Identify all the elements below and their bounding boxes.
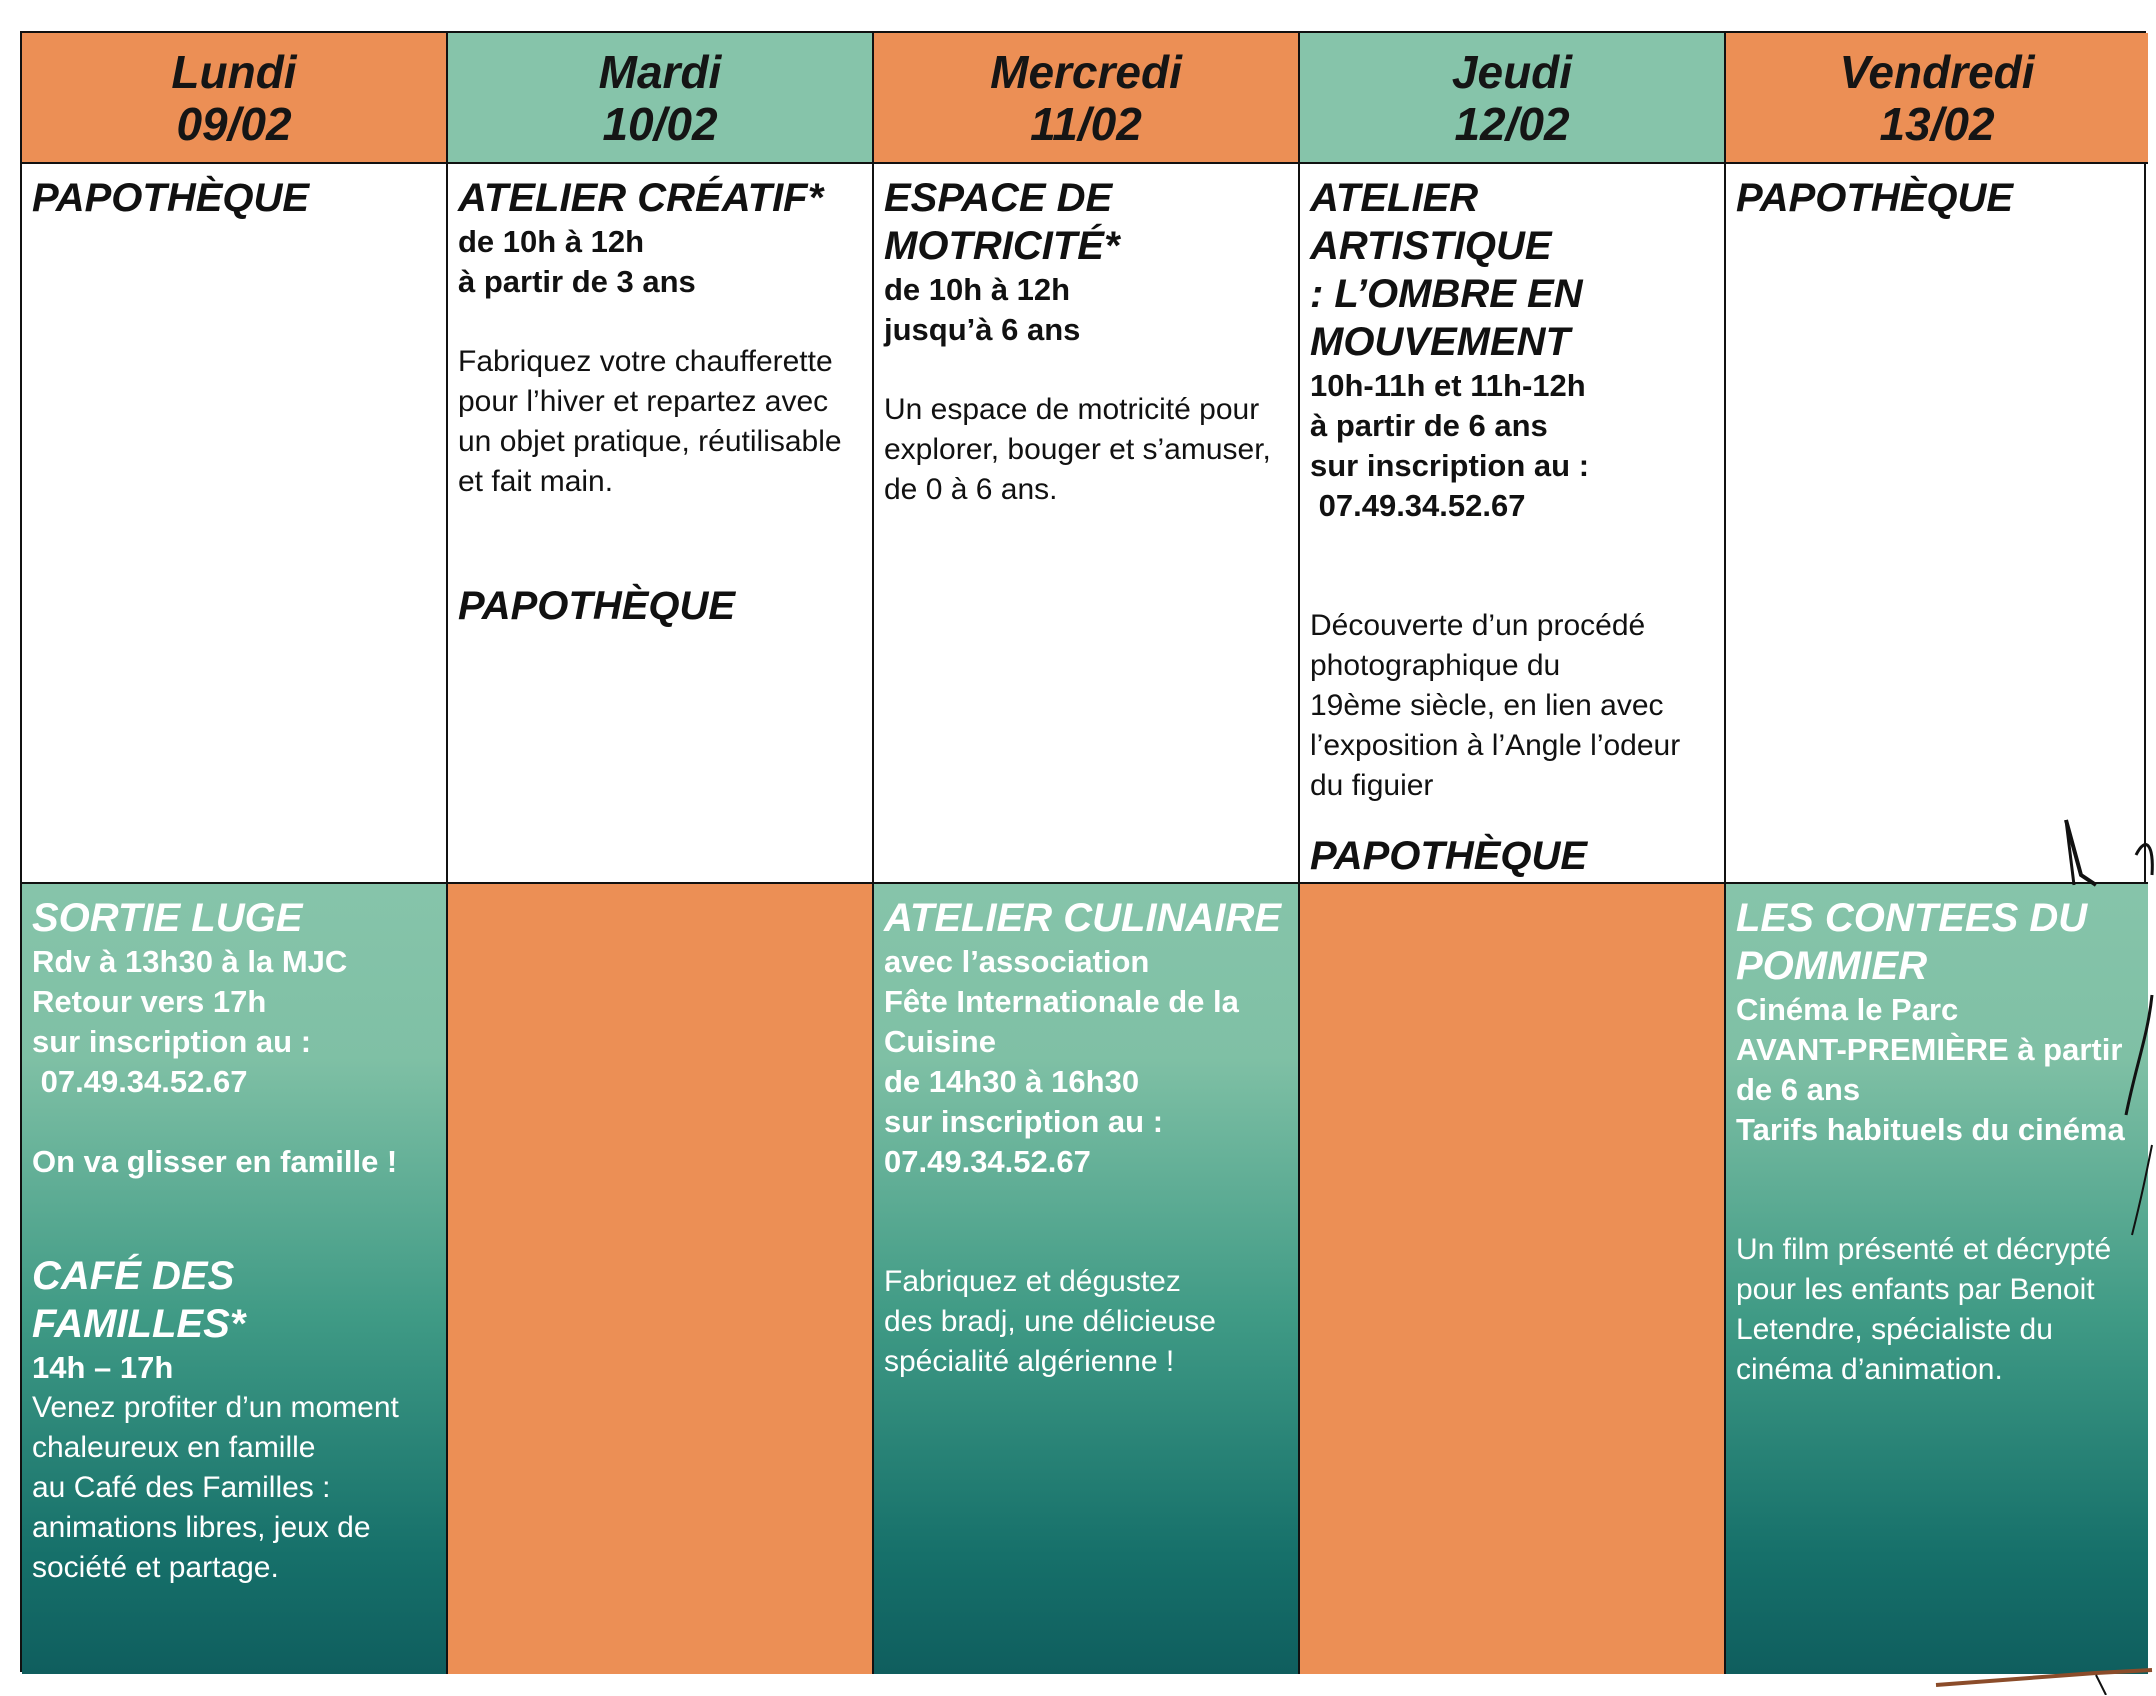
day-date: 12/02 (1454, 97, 1570, 150)
event-title: PAPOTHÈQUE (1736, 176, 2014, 220)
day-name: Jeudi (1451, 45, 1573, 98)
event-line: avec l’association (884, 944, 1150, 979)
event-desc-line: animations libres, jeux de (32, 1511, 371, 1544)
event-desc-line: pour les enfants par Benoit (1736, 1273, 2095, 1306)
event-line: sur inscription au : (884, 1104, 1164, 1139)
header-lundi (22, 33, 448, 164)
event-desc-line: et fait main. (458, 465, 614, 498)
event-title: MOUVEMENT (1310, 320, 1570, 364)
event-line: Cinéma le Parc (1736, 992, 1959, 1027)
event-time: 10h-11h et 11h-12h (1310, 368, 1586, 403)
event-desc-line: 19ème siècle, en lien avec (1310, 689, 1664, 722)
event-desc-line: société et partage. (32, 1551, 279, 1584)
event-title: ESPACE DE (884, 176, 1113, 220)
event-line: Retour vers 17h (32, 984, 267, 1019)
event-title: POMMIER (1736, 944, 1928, 988)
event-desc-line: de 0 à 6 ans. (884, 473, 1058, 506)
header-mardi (448, 33, 874, 164)
event-line: sur inscription au : (32, 1024, 312, 1059)
event-age: à partir de 3 ans (458, 264, 696, 299)
event-age: jusqu’à 6 ans (884, 312, 1081, 347)
afternoon-mercredi (874, 884, 1300, 1674)
event-title: LES CONTEES DU (1736, 896, 2088, 940)
event-desc-line: du figuier (1310, 769, 1434, 802)
event-desc-line: pour l’hiver et repartez avec (458, 385, 829, 418)
morning-jeudi (1300, 164, 1726, 884)
morning-mercredi (874, 164, 1300, 884)
event-desc-line: Fabriquez et dégustez (884, 1265, 1181, 1298)
event-line: de 6 ans (1736, 1072, 1861, 1107)
event-line: Fête Internationale de la (884, 984, 1239, 1019)
event-title: ATELIER CRÉATIF* (458, 176, 824, 220)
event-time: de 10h à 12h (884, 272, 1071, 307)
event-desc-line: Letendre, spécialiste du (1736, 1313, 2053, 1346)
morning-vendredi (1726, 164, 2148, 884)
day-date: 11/02 (1030, 97, 1142, 150)
event-age: à partir de 6 ans (1310, 408, 1548, 443)
day-name: Lundi (171, 45, 297, 98)
event-note: On va glisser en famille ! (32, 1144, 398, 1179)
event-desc-line: Venez profiter d’un moment (32, 1391, 399, 1424)
event-desc-line: chaleureux en famille (32, 1431, 316, 1464)
event-time: 14h – 17h (32, 1350, 174, 1385)
event-phone: 07.49.34.52.67 (1310, 488, 1526, 523)
morning-mardi (448, 164, 874, 884)
event-desc-line: Un espace de motricité pour (884, 393, 1260, 426)
event-line: AVANT-PREMIÈRE à partir (1736, 1032, 2123, 1067)
event-desc-line: cinéma d’animation. (1736, 1353, 2003, 1386)
event-desc-line: l’exposition à l’Angle l’odeur (1310, 729, 1681, 762)
event-title: PAPOTHÈQUE (1310, 834, 1588, 878)
day-date: 13/02 (1879, 97, 1995, 150)
event-desc-line: Un film présenté et décrypté (1736, 1233, 2112, 1266)
event-desc-line: spécialité algérienne ! (884, 1345, 1175, 1378)
event-time: de 10h à 12h (458, 224, 645, 259)
event-title: CAFÉ DES (32, 1254, 235, 1298)
morning-lundi (22, 164, 448, 884)
event-line: Rdv à 13h30 à la MJC (32, 944, 348, 979)
day-date: 10/02 (602, 97, 718, 150)
event-title: : L’OMBRE EN (1310, 272, 1583, 316)
event-title: FAMILLES* (32, 1302, 246, 1346)
day-name: Vendredi (1839, 45, 2035, 98)
event-desc-line: explorer, bouger et s’amuser, (884, 433, 1271, 466)
header-mercredi (874, 33, 1300, 164)
event-title: ATELIER CULINAIRE (884, 896, 1282, 940)
event-phone: 07.49.34.52.67 (32, 1064, 248, 1099)
header-jeudi (1300, 33, 1726, 164)
event-desc-line: Fabriquez votre chaufferette (458, 345, 833, 378)
day-name: Mercredi (990, 45, 1182, 98)
event-desc-line: un objet pratique, réutilisable (458, 425, 842, 458)
event-title: PAPOTHÈQUE (32, 176, 310, 220)
event-line: Cuisine (884, 1024, 996, 1059)
event-title: SORTIE LUGE (32, 896, 303, 940)
event-title: MOTRICITÉ* (884, 224, 1120, 268)
event-desc-line: Découverte d’un procédé (1310, 609, 1646, 642)
event-desc-line: photographique du (1310, 649, 1561, 682)
header-vendredi (1726, 33, 2148, 164)
weekly-schedule-grid (20, 31, 2146, 1672)
day-name: Mardi (598, 45, 722, 98)
event-signup: sur inscription au : (1310, 448, 1590, 483)
afternoon-mardi (448, 884, 874, 1674)
event-desc-line: au Café des Familles : (32, 1471, 331, 1504)
afternoon-jeudi (1300, 884, 1726, 1674)
event-desc-line: des bradj, une délicieuse (884, 1305, 1216, 1338)
event-phone: 07.49.34.52.67 (884, 1144, 1091, 1179)
event-line: Tarifs habituels du cinéma (1736, 1112, 2125, 1147)
afternoon-vendredi (1726, 884, 2148, 1674)
afternoon-lundi (22, 884, 448, 1674)
event-line: de 14h30 à 16h30 (884, 1064, 1140, 1099)
day-date: 09/02 (176, 97, 292, 150)
event-title: PAPOTHÈQUE (458, 584, 736, 628)
event-title: ATELIER ARTISTIQUE (1310, 176, 1552, 268)
